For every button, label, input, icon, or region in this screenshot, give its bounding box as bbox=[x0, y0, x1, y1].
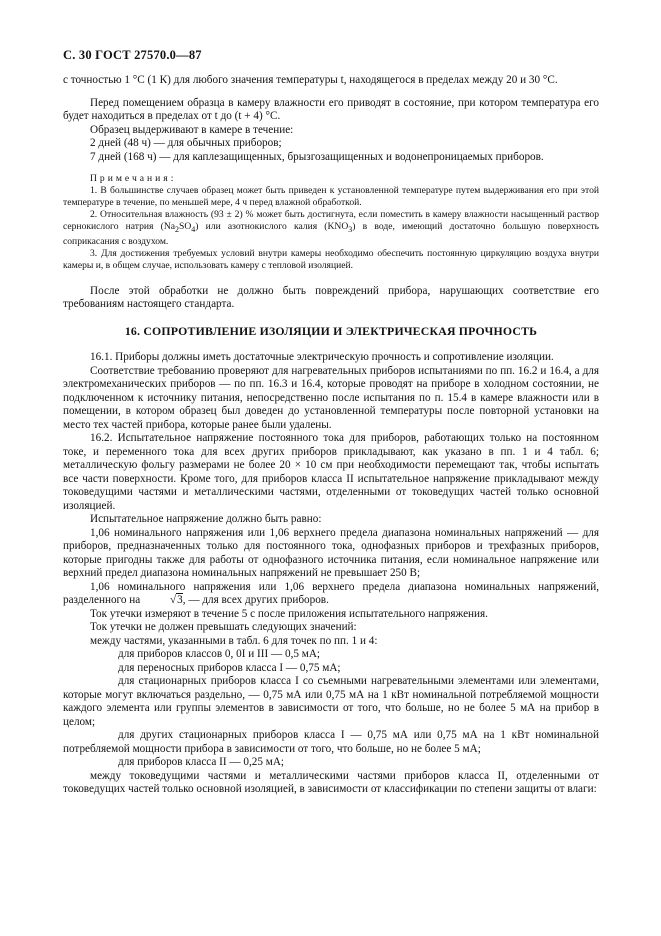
note-item: 2. Относительная влажность (93 ± 2) % может быть достигнута, если поместить в камеру влажности насыщенный раствор сернокислого натрия $(Na_2SO_4)$ или азотнокислого калия $(KNO_3)$ в воде, имеющий достаточно большую поверхность соприкасания с воздухом. bbox=[63, 209, 600, 247]
list-item: для приборов классов 0, 0I и III — 0,5 мА; bbox=[118, 648, 321, 661]
paragraph: 16.1. Приборы должны иметь достаточные электрическую прочность и сопротивление изоляции. bbox=[90, 351, 554, 364]
paragraph: Образец выдерживают в камере в течение: bbox=[90, 123, 294, 136]
paragraph: Соответствие требованию проверяют для нагревательных приборов испытаниями по пп. 16.2 и 16.4, а для электромеханических приборов — по пп. 16.3 и 16.4, которые проводят на приборе в холодном состоянии, не подключенном к источнику питания, непосредственно после испытания по п. 15.4 в камере влажности или в помещении, в котором образец был доведен до установленной температуры после повторной установки на место тех частей прибора, которые ранее были удалены. bbox=[63, 364, 599, 431]
paragraph: Ток утечки не должен превышать следующих значений: bbox=[90, 621, 357, 634]
paragraph: 16.2. Испытательное напряжение постоянного тока для приборов, работающих только на постоянном токе, и переменного тока для всех других приборов прикладывают, как указано в пп. 1 и 4 табл. 6; металлическую фольгу размерами не более 20 × 10 см при необходимости перемещают так, чтобы испытать все части поверхности. Кроме того, для приборов класса II испытательное напряжение прикладывают между токоведущими частями и металлическими частями, отделенными от токоведущих частей только основной изоляцией. bbox=[63, 432, 599, 512]
paragraph: Ток утечки измеряют в течение 5 с после приложения испытательного напряжения. bbox=[90, 607, 488, 620]
paragraph: между токоведущими частями и металлическими частями приборов класса II, отделенными от токоведущих частей только основной изоляцией, в зависимости от классификации по степени защиты от влаги: bbox=[63, 769, 599, 796]
sqrt-symbol: √3 bbox=[170, 594, 183, 607]
section-title: 16. СОПРОТИВЛЕНИЕ ИЗОЛЯЦИИ И ЭЛЕКТРИЧЕСКАЯ ПРОЧНОСТЬ bbox=[124, 323, 538, 338]
notes-block bbox=[63, 173, 599, 272]
paragraph: с точностью 1 °С (1 К) для любого значения температуры t, находящегося в пределах между 20 и 30 °С. bbox=[63, 74, 558, 86]
notes-title: Примечания: bbox=[90, 173, 177, 184]
paragraph: После этой обработки не должно быть повреждений прибора, нарушающих соответствие его требованиям настоящего стандарта. bbox=[63, 284, 599, 311]
list-item: для переносных приборов класса I — 0,75 мА; bbox=[118, 661, 341, 674]
paragraph: 1,06 номинального напряжения или 1,06 верхнего предела диапазона номинальных напряжений, разделенного на √3, — для всех других приборов. bbox=[63, 580, 599, 607]
document-body bbox=[63, 74, 599, 797]
paragraph: Испытательное напряжение должно быть равно: bbox=[90, 513, 322, 526]
list-item: для других стационарных приборов класса I — 0,75 мА или 0,75 мА на 1 кВт номинальной потребляемой мощности прибора в зависимости от того, что больше, но не более 5 мА; bbox=[63, 729, 599, 755]
list-item: для приборов класса II — 0,25 мА; bbox=[118, 756, 285, 769]
list-item: для стационарных приборов класса I со съемными нагревательными элементами или элементами, которые могут включаться раздельно, — 0,75 мА или 0,75 мА на 1 кВт номинальной потребляемой мощности каждого элемента или группы элементов в зависимости от того, что больше, но не более 5 мА на прибор в целом; bbox=[63, 675, 599, 728]
paragraph: между частями, указанными в табл. 6 для точек по пп. 1 и 4: bbox=[90, 634, 378, 647]
paragraph: 1,06 номинального напряжения или 1,06 верхнего предела диапазона номинальных напряжений — для приборов, предназначенных только для постоянного тока, однофазных приборов и трехфазных приборов, которые пригодны также для работы от однофазного источника питания, если номинальное напряжение или верхний предел диапазона номинальных напряжений не превышает 250 В; bbox=[63, 526, 599, 580]
note-item: 1. В большинстве случаев образец может быть приведен к установленной температуре путем выдерживания его при этой температуре в течение, по меньшей мере, 4 ч перед влажной обработкой. bbox=[63, 185, 599, 208]
list-item: 2 дней (48 ч) — для обычных приборов; bbox=[90, 137, 282, 149]
page-header: С. 30 ГОСТ 27570.0—87 bbox=[63, 48, 202, 62]
list-item: 7 дней (168 ч) — для каплезащищенных, брызгозащищенных и водонепроницаемых приборов. bbox=[90, 150, 544, 163]
paragraph: Перед помещением образца в камеру влажности его приводят в состояние, при котором температура его будет находиться в пределах от t до (t + 4) °С. bbox=[63, 96, 599, 122]
note-item: 3. Для достижения требуемых условий внутри камеры необходимо обеспечить постоянную циркуляцию воздуха внутри камеры и, в общем случае, использовать камеру с тепловой изоляцией. bbox=[63, 247, 599, 271]
